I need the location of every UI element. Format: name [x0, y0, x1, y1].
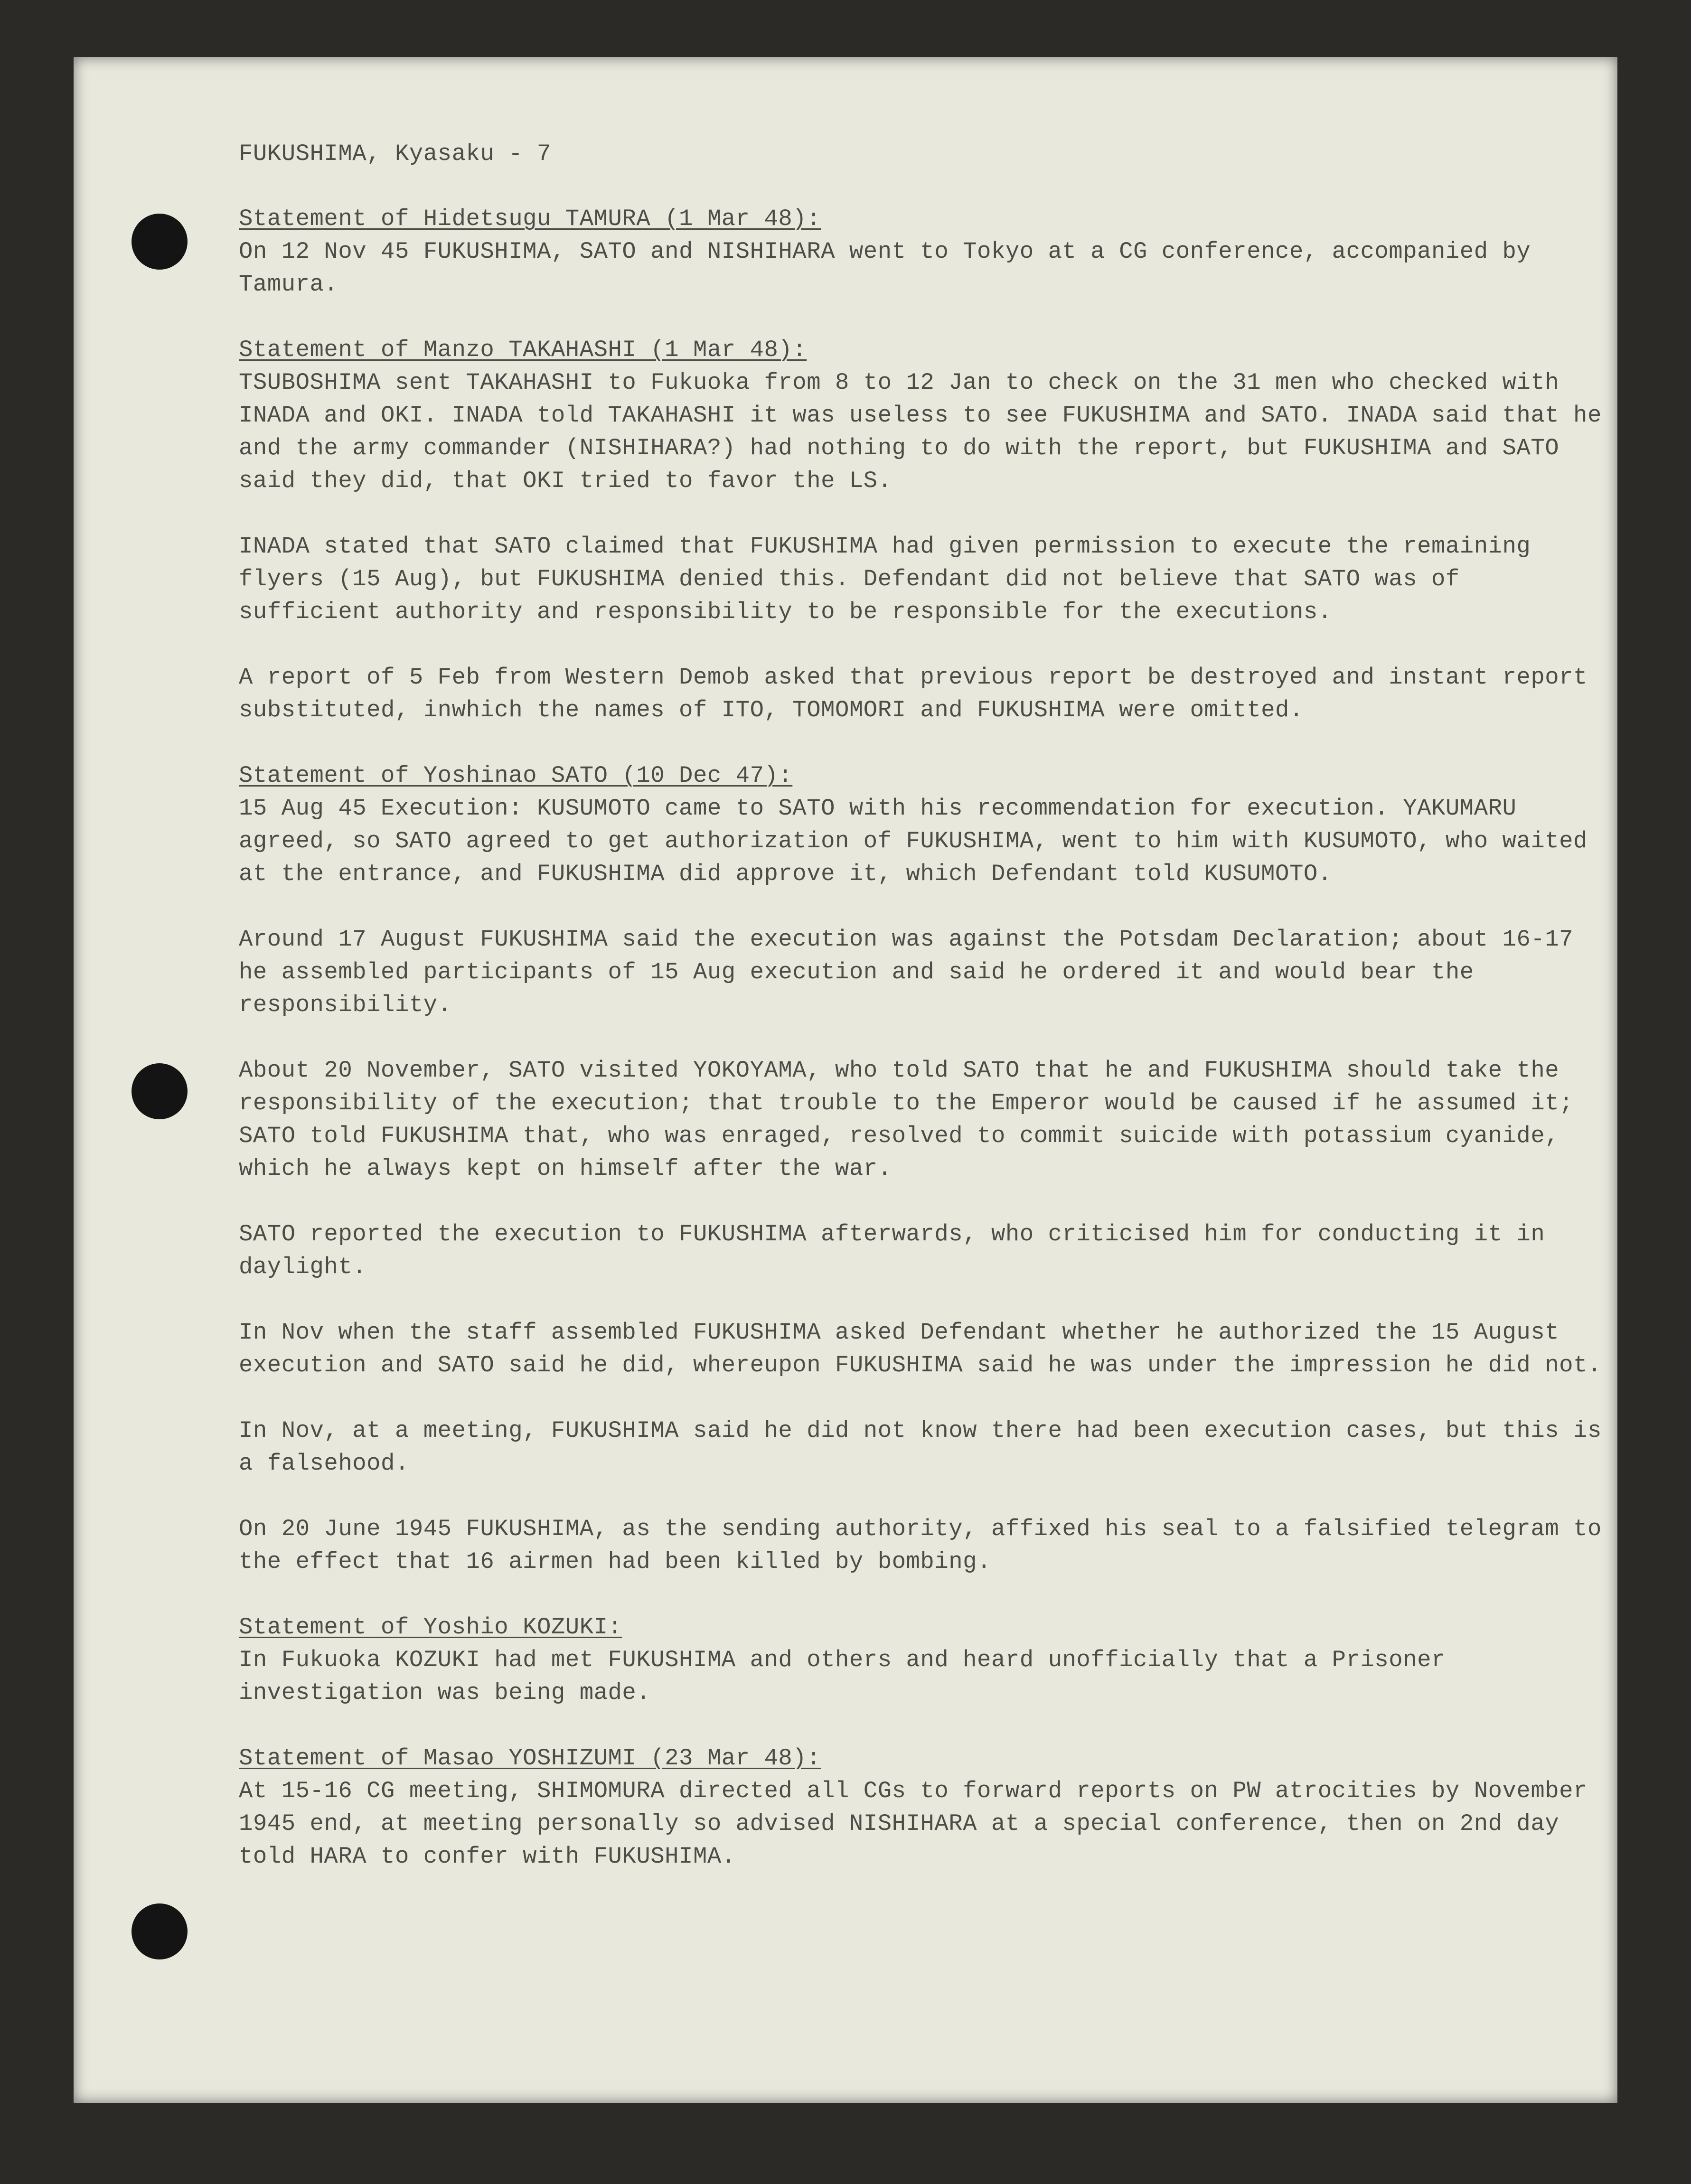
punch-hole-middle [132, 1063, 188, 1119]
paragraph: INADA stated that SATO claimed that FUKUSHIMA had given permission to execute the remaining flyers (15 Aug), but FUKUSHIMA denied this. Defendant did not believe that SATO was of sufficient authority and responsibility to be responsible for the executions. [239, 533, 1531, 625]
section-heading: Statement of Yoshio KOZUKI: [239, 1614, 622, 1640]
paragraph: In Nov when the staff assembled FUKUSHIMA asked Defendant whether he authorized the 15 August execution and SATO said he did, whereupon FUKUSHIMA said he was under the impression he did not. [239, 1319, 1602, 1378]
paragraph: In Fukuoka KOZUKI had met FUKUSHIMA and others and heard unofficially that a Prisoner investigation was being made. [239, 1647, 1446, 1706]
section-sato [239, 759, 1606, 1578]
punch-hole-bottom [132, 1903, 188, 1959]
section-heading: Statement of Manzo TAKAHASHI (1 Mar 48): [239, 337, 807, 363]
section-heading: Statement of Masao YOSHIZUMI (23 Mar 48): [239, 1745, 821, 1772]
section-takahashi [239, 334, 1606, 727]
paragraph: About 20 November, SATO visited YOKOYAMA, who told SATO that he and FUKUSHIMA should take the responsibility of the execution; that trouble to the Emperor would be caused if he assumed it; SATO told FUKUSHIMA that, who was enraged, resolved to commit suicide with potassium cyanide, which he always kept on himself after the war. [239, 1057, 1574, 1182]
paragraph: On 20 June 1945 FUKUSHIMA, as the sending authority, affixed his seal to a falsified telegram to the effect that 16 airmen had been killed by bombing. [239, 1516, 1602, 1575]
section-yoshizumi [239, 1742, 1606, 1873]
paragraph: A report of 5 Feb from Western Demob asked that previous report be destroyed and instant report substituted, inwhich the names of ITO, TOMOMORI and FUKUSHIMA were omitted. [239, 664, 1588, 723]
paragraph: In Nov, at a meeting, FUKUSHIMA said he did not know there had been execution cases, but this is a falsehood. [239, 1417, 1602, 1477]
handwritten-check-mark [1669, 1339, 1688, 1424]
paragraph: Around 17 August FUKUSHIMA said the execution was against the Potsdam Declaration; about 16-17 he assembled participants of 15 Aug execution and said he ordered it and would bear the responsibility. [239, 926, 1574, 1018]
paragraph: On 12 Nov 45 FUKUSHIMA, SATO and NISHIHARA went to Tokyo at a CG conference, accompanied by Tamura. [239, 238, 1531, 298]
paragraph: SATO reported the execution to FUKUSHIMA afterwards, who criticised him for conducting it in daylight. [239, 1221, 1545, 1280]
punch-hole-top [132, 214, 188, 270]
document-body [239, 138, 1606, 1906]
section-kozuki [239, 1611, 1606, 1709]
paragraph: TSUBOSHIMA sent TAKAHASHI to Fukuoka from 8 to 12 Jan to check on the 31 men who checked with INADA and OKI. INADA told TAKAHASHI it was useless to see FUKUSHIMA and SATO. INADA said that he and the army commander (NISHIHARA?) had nothing to do with the report, but FUKUSHIMA and SATO said they did, that OKI tried to favor the LS. [239, 369, 1602, 494]
paragraph: 15 Aug 45 Execution: KUSUMOTO came to SATO with his recommendation for execution. YAKUMARU agreed, so SATO agreed to get authorization of FUKUSHIMA, went to him with KUSUMOTO, who waited at the entrance, and FUKUSHIMA did approve it, which Defendant told KUSUMOTO. [239, 795, 1588, 887]
section-heading: Statement of Hidetsugu TAMURA (1 Mar 48): [239, 206, 821, 232]
document-header: FUKUSHIMA, Kyasaku - 7 [239, 141, 551, 167]
section-heading: Statement of Yoshinao SATO (10 Dec 47): [239, 762, 793, 789]
document-page [74, 57, 1617, 2103]
paragraph: At 15-16 CG meeting, SHIMOMURA directed all CGs to forward reports on PW atrocities by November 1945 end, at meeting personally so advised NISHIHARA at a special conference, then on 2nd day told HARA to confer with FUKUSHIMA. [239, 1778, 1588, 1870]
section-tamura [239, 203, 1606, 301]
